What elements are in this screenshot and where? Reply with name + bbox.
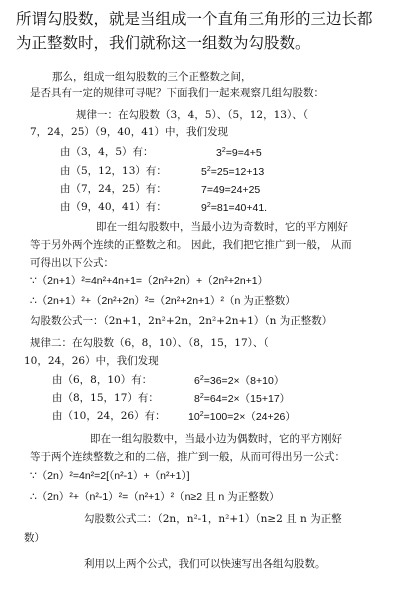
rule1-explain-1: 即在一组勾股数中，当最小边为奇数时，它的平方刚好 <box>96 221 348 233</box>
rule2-formula-general-wrap: 数） <box>24 532 45 544</box>
rule2-line-2: 10，24，26）中，我们发现 <box>24 355 159 367</box>
question-line-2: 是否具有一定的规律可寻呢？下面我们一起来观察几组勾股数： <box>30 87 324 99</box>
rule2-formula-2: ∴（2n）²+（n²-1）²=（n²+1）²（n≥2 且 n 为正整数） <box>30 491 280 503</box>
rule1-row-label: 由（3，4，5）有： <box>60 146 154 158</box>
rule1-formula-2: ∴（2n+1）²+（2n²+2n）²=（2n²+2n+1）²（n 为正整数） <box>30 295 296 307</box>
rule1-line-2: 7，24，25）（9，40，41）中，我们发现 <box>30 126 229 138</box>
intro-line-1: 所谓勾股数，就是当组成一个直角三角形的三边长都 <box>16 10 373 28</box>
rule1-row-label: 由（9，40，41）有： <box>60 201 167 213</box>
rule2-row-label: 由（8，15，17）有： <box>52 392 159 404</box>
rule2-row-equation: $6^2=36=2\times(8+10)$ <box>194 375 285 387</box>
rule1-formula-1: ∵（2n+1）²=4n²+4n+1=（2n²+2n）+（2n²+2n+1） <box>30 275 269 287</box>
rule1-explain-3: 可得出以下公式： <box>30 257 114 269</box>
intro-line-2: 为正整数时，我们就称这一组数为勾股数。 <box>16 34 311 52</box>
rule2-row-label: 由（10，24，26）有： <box>52 410 166 422</box>
rule1-row-label: 由（5，12，13）有： <box>60 165 167 177</box>
rule2-explain-1: 即在一组勾股数中，当最小边为偶数时，它的平方刚好 <box>90 433 342 445</box>
rule2-formula-1: ∵（2n）²=4n²=2[（n²-1）+（n²+1）] <box>30 470 190 482</box>
rule2-row-equation: $8^2=64=2\times(15+17)$ <box>194 393 291 405</box>
rule1-row-equation: $3^2=9=4+5$ <box>216 147 262 159</box>
rule1-row-equation: $5^2=25=12+13$ <box>201 166 265 178</box>
rule1-row-equation: 7=49=24+25 <box>201 184 261 196</box>
closing-line: 利用以上两个公式，我们可以快速写出各组勾股数。 <box>84 558 326 570</box>
rule2-row-label: 由（6，8，10）有： <box>52 374 153 386</box>
rule1-row-equation: $9^2=81=40+41$. <box>201 202 268 214</box>
rule1-line-1: 规律一：在勾股数（3，4，5）、（5，12，13）、（ <box>76 109 308 121</box>
question-line-1: 那么，组成一组勾股数的三个正整数之间， <box>52 71 252 83</box>
rule2-row-equation: $10^2=100=2\times(24+26)$ <box>188 411 296 423</box>
rule1-formula-general: 勾股数公式一：（2n+1，2n²+2n，2n²+2n+1）（n 为正整数） <box>30 315 333 327</box>
rule2-formula-general: 勾股数公式二：（2n，n²-1，n²+1）（n≥2 且 n 为正整 <box>84 513 342 525</box>
rule2-line-1: 规律二：在勾股数（6，8，10）、（8，15，17）、（ <box>30 337 269 349</box>
rule1-row-label: 由（7，24，25）有： <box>60 183 167 195</box>
rule2-explain-2: 等于两个连续整数之和的二倍，推广到一般，从而可得出另一公式： <box>30 451 345 463</box>
rule1-explain-2: 等于另外两个连续的正整数之和。 因此，我们把它推广到一般， 从而 <box>30 239 352 251</box>
